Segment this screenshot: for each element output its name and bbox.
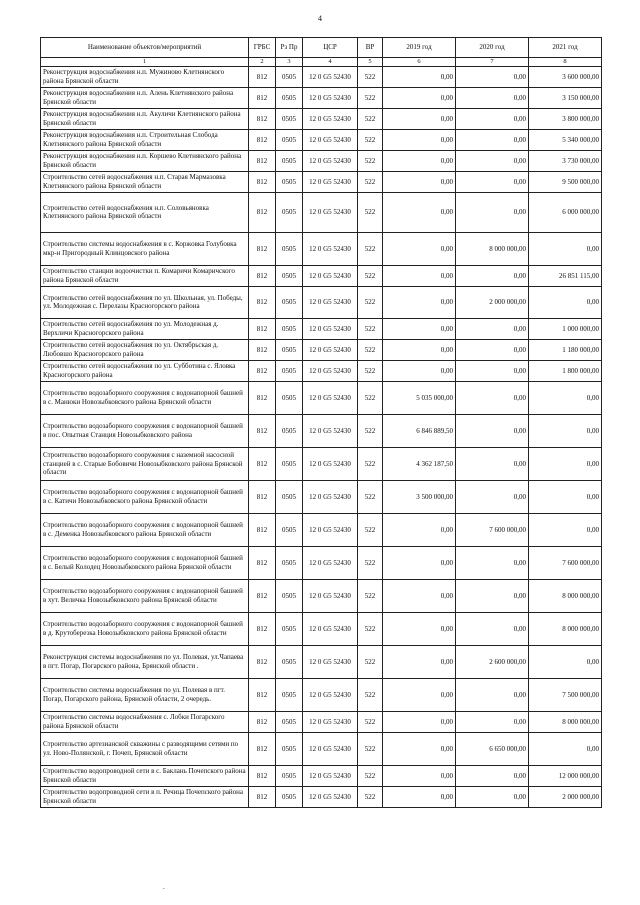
table-row bbox=[41, 381, 602, 414]
row-name: Реконструкция водоснабжения н.п. Мужиново Клетнянского района Брянской области bbox=[41, 66, 249, 87]
column-number-row bbox=[41, 58, 602, 67]
row-amount-2021: 7 500 000,00 bbox=[529, 678, 602, 711]
table-row bbox=[41, 711, 602, 732]
row-grbs: 812 bbox=[249, 192, 276, 232]
row-amount-2021: 0,00 bbox=[529, 232, 602, 265]
row-amount-2021: 0,00 bbox=[529, 286, 602, 318]
table-row bbox=[41, 150, 602, 171]
row-csr: 12 0 G5 52430 bbox=[303, 447, 358, 480]
row-grbs: 812 bbox=[249, 87, 276, 108]
row-grbs: 812 bbox=[249, 513, 276, 546]
table-row bbox=[41, 546, 602, 579]
row-amount-2019: 5 035 000,00 bbox=[383, 381, 456, 414]
row-vr: 522 bbox=[358, 579, 383, 612]
row-grbs: 812 bbox=[249, 360, 276, 381]
row-amount-2019: 0,00 bbox=[383, 339, 456, 360]
table-row bbox=[41, 513, 602, 546]
row-amount-2019: 0,00 bbox=[383, 66, 456, 87]
row-vr: 522 bbox=[358, 447, 383, 480]
row-grbs: 812 bbox=[249, 546, 276, 579]
row-vr: 522 bbox=[358, 171, 383, 192]
row-amount-2021: 8 000 000,00 bbox=[529, 612, 602, 645]
row-amount-2019: 6 846 889,50 bbox=[383, 414, 456, 447]
row-amount-2020: 0,00 bbox=[456, 711, 529, 732]
table-row bbox=[41, 732, 602, 765]
row-csr: 12 0 G5 52430 bbox=[303, 129, 358, 150]
row-amount-2019: 0,00 bbox=[383, 318, 456, 339]
column-header: ВР bbox=[358, 38, 383, 58]
row-amount-2021: 1 800 000,00 bbox=[529, 360, 602, 381]
row-vr: 522 bbox=[358, 645, 383, 678]
row-name: Строительство сетей водоснабжения по ул. Субботина с. Яловка Красногорского района bbox=[41, 360, 249, 381]
row-csr: 12 0 G5 52430 bbox=[303, 66, 358, 87]
table-row bbox=[41, 765, 602, 786]
table-row bbox=[41, 265, 602, 286]
row-csr: 12 0 G5 52430 bbox=[303, 192, 358, 232]
row-csr: 12 0 G5 52430 bbox=[303, 612, 358, 645]
row-csr: 12 0 G5 52430 bbox=[303, 480, 358, 513]
row-amount-2019: 0,00 bbox=[383, 265, 456, 286]
column-header: ЦСР bbox=[303, 38, 358, 58]
row-amount-2021: 0,00 bbox=[529, 645, 602, 678]
row-grbs: 812 bbox=[249, 447, 276, 480]
row-amount-2019: 0,00 bbox=[383, 546, 456, 579]
row-vr: 522 bbox=[358, 87, 383, 108]
row-grbs: 812 bbox=[249, 129, 276, 150]
row-vr: 522 bbox=[358, 546, 383, 579]
row-vr: 522 bbox=[358, 129, 383, 150]
row-amount-2021: 0,00 bbox=[529, 381, 602, 414]
column-number: 5 bbox=[358, 58, 383, 67]
row-amount-2019: 0,00 bbox=[383, 786, 456, 807]
row-amount-2020: 0,00 bbox=[456, 414, 529, 447]
row-name: Строительство водозаборного сооружения с наземной насосной станцией в с. Старые Бобовичи Новозыбковского района Брянской области bbox=[41, 447, 249, 480]
table-row bbox=[41, 612, 602, 645]
row-amount-2019: 0,00 bbox=[383, 579, 456, 612]
row-amount-2020: 0,00 bbox=[456, 192, 529, 232]
row-name: Строительство сетей водоснабжения н.п. Старая Мармазовка Клетнянского района Брянской области bbox=[41, 171, 249, 192]
row-grbs: 812 bbox=[249, 265, 276, 286]
row-vr: 522 bbox=[358, 612, 383, 645]
row-vr: 522 bbox=[358, 108, 383, 129]
row-grbs: 812 bbox=[249, 414, 276, 447]
row-vr: 522 bbox=[358, 318, 383, 339]
row-rzpr: 0505 bbox=[276, 645, 303, 678]
row-name: Строительство системы водоснабжения по ул. Полевая в пгт. Погар, Погарского района, Брянской области, 2 очередь. bbox=[41, 678, 249, 711]
row-name: Реконструкция системы водоснабжения по ул. Полевая, ул.Чапаева в пгт. Погар, Погарского района, Брянской области . bbox=[41, 645, 249, 678]
row-name: Строительство водозаборного сооружения с водонапорной башней в д. Крутоберезка Новозыбковского района Брянской области bbox=[41, 612, 249, 645]
row-name: Строительство системы водоснабжения с. Лобки Погарского района Брянской области bbox=[41, 711, 249, 732]
row-vr: 522 bbox=[358, 711, 383, 732]
column-header: 2019 год bbox=[383, 38, 456, 58]
column-number: 7 bbox=[456, 58, 529, 67]
row-name: Строительство водозаборного сооружения с водонапорной башней в с. Манюки Новозыбковского района Брянской области bbox=[41, 381, 249, 414]
row-name: Реконструкция водоснабжения н.п. Алень Клетнянского района Брянской области bbox=[41, 87, 249, 108]
row-amount-2019: 0,00 bbox=[383, 171, 456, 192]
row-name: Реконструкция водоснабжения н.п. Акуличи Клетнянского района Брянской области bbox=[41, 108, 249, 129]
row-name: Строительство водозаборного сооружения с водонапорной башней в с. Белый Колодец Новозыбковского района Брянской области bbox=[41, 546, 249, 579]
table-row bbox=[41, 129, 602, 150]
row-vr: 522 bbox=[358, 265, 383, 286]
row-amount-2020: 0,00 bbox=[456, 579, 529, 612]
row-amount-2019: 0,00 bbox=[383, 129, 456, 150]
row-amount-2021: 0,00 bbox=[529, 414, 602, 447]
row-grbs: 812 bbox=[249, 339, 276, 360]
row-csr: 12 0 G5 52430 bbox=[303, 265, 358, 286]
column-number: 3 bbox=[276, 58, 303, 67]
row-rzpr: 0505 bbox=[276, 87, 303, 108]
row-csr: 12 0 G5 52430 bbox=[303, 171, 358, 192]
row-amount-2019: 4 362 187,50 bbox=[383, 447, 456, 480]
row-amount-2021: 3 800 000,00 bbox=[529, 108, 602, 129]
row-csr: 12 0 G5 52430 bbox=[303, 765, 358, 786]
row-name: Строительство станции водоочистки п. Комаричи Комаричского района Брянской области bbox=[41, 265, 249, 286]
row-amount-2020: 0,00 bbox=[456, 318, 529, 339]
row-grbs: 812 bbox=[249, 480, 276, 513]
row-rzpr: 0505 bbox=[276, 339, 303, 360]
row-rzpr: 0505 bbox=[276, 360, 303, 381]
row-amount-2019: 0,00 bbox=[383, 150, 456, 171]
row-csr: 12 0 G5 52430 bbox=[303, 87, 358, 108]
row-rzpr: 0505 bbox=[276, 732, 303, 765]
row-amount-2019: 0,00 bbox=[383, 645, 456, 678]
row-amount-2020: 0,00 bbox=[456, 108, 529, 129]
row-amount-2019: 0,00 bbox=[383, 765, 456, 786]
row-vr: 522 bbox=[358, 66, 383, 87]
table-row bbox=[41, 360, 602, 381]
table-row bbox=[41, 108, 602, 129]
column-number: 8 bbox=[529, 58, 602, 67]
row-vr: 522 bbox=[358, 414, 383, 447]
row-amount-2020: 8 000 000,00 bbox=[456, 232, 529, 265]
row-amount-2021: 3 730 000,00 bbox=[529, 150, 602, 171]
column-header: 2021 год bbox=[529, 38, 602, 58]
row-amount-2020: 0,00 bbox=[456, 765, 529, 786]
column-number: 6 bbox=[383, 58, 456, 67]
table-row bbox=[41, 786, 602, 807]
table-body bbox=[41, 66, 602, 807]
budget-table bbox=[40, 37, 602, 808]
row-amount-2021: 0,00 bbox=[529, 513, 602, 546]
row-csr: 12 0 G5 52430 bbox=[303, 732, 358, 765]
row-amount-2019: 0,00 bbox=[383, 87, 456, 108]
row-amount-2020: 7 600 000,00 bbox=[456, 513, 529, 546]
table-row bbox=[41, 232, 602, 265]
row-amount-2021: 6 000 000,00 bbox=[529, 192, 602, 232]
row-amount-2020: 0,00 bbox=[456, 480, 529, 513]
row-amount-2019: 0,00 bbox=[383, 711, 456, 732]
row-name: Строительство водопроводной сети в с. Баклань Почепского района Брянской области bbox=[41, 765, 249, 786]
row-grbs: 812 bbox=[249, 171, 276, 192]
row-amount-2019: 0,00 bbox=[383, 108, 456, 129]
row-name: Реконструкция водоснабжения н.п. Коршево Клетнянского района Брянской области bbox=[41, 150, 249, 171]
row-amount-2019: 0,00 bbox=[383, 192, 456, 232]
row-rzpr: 0505 bbox=[276, 265, 303, 286]
row-amount-2020: 0,00 bbox=[456, 171, 529, 192]
table-row bbox=[41, 414, 602, 447]
row-rzpr: 0505 bbox=[276, 232, 303, 265]
row-vr: 522 bbox=[358, 678, 383, 711]
row-rzpr: 0505 bbox=[276, 765, 303, 786]
table-row bbox=[41, 286, 602, 318]
row-amount-2019: 0,00 bbox=[383, 612, 456, 645]
row-rzpr: 0505 bbox=[276, 192, 303, 232]
row-amount-2020: 0,00 bbox=[456, 678, 529, 711]
page-number: 4 bbox=[318, 14, 322, 23]
column-header: Рз Пр bbox=[276, 38, 303, 58]
column-number: 4 bbox=[303, 58, 358, 67]
row-rzpr: 0505 bbox=[276, 513, 303, 546]
row-vr: 522 bbox=[358, 150, 383, 171]
row-amount-2021: 26 851 115,00 bbox=[529, 265, 602, 286]
row-rzpr: 0505 bbox=[276, 678, 303, 711]
row-csr: 12 0 G5 52430 bbox=[303, 786, 358, 807]
table-row bbox=[41, 447, 602, 480]
row-amount-2020: 0,00 bbox=[456, 612, 529, 645]
row-grbs: 812 bbox=[249, 711, 276, 732]
row-amount-2020: 0,00 bbox=[456, 87, 529, 108]
row-vr: 522 bbox=[358, 232, 383, 265]
row-csr: 12 0 G5 52430 bbox=[303, 108, 358, 129]
row-amount-2020: 0,00 bbox=[456, 447, 529, 480]
row-grbs: 812 bbox=[249, 678, 276, 711]
row-csr: 12 0 G5 52430 bbox=[303, 318, 358, 339]
row-rzpr: 0505 bbox=[276, 286, 303, 318]
row-name: Строительство водозаборного сооружения с водонапорной башней в хут. Величка Новозыбковского района Брянской области bbox=[41, 579, 249, 612]
row-amount-2021: 0,00 bbox=[529, 447, 602, 480]
row-amount-2019: 0,00 bbox=[383, 360, 456, 381]
row-csr: 12 0 G5 52430 bbox=[303, 286, 358, 318]
row-grbs: 812 bbox=[249, 381, 276, 414]
row-grbs: 812 bbox=[249, 318, 276, 339]
row-amount-2020: 0,00 bbox=[456, 381, 529, 414]
row-rzpr: 0505 bbox=[276, 66, 303, 87]
row-amount-2020: 2 000 000,00 bbox=[456, 286, 529, 318]
row-grbs: 812 bbox=[249, 732, 276, 765]
row-name: Строительство водозаборного сооружения с водонапорной башней в с. Деменка Новозыбковского района Брянской области bbox=[41, 513, 249, 546]
row-amount-2020: 6 650 000,00 bbox=[456, 732, 529, 765]
row-rzpr: 0505 bbox=[276, 129, 303, 150]
row-rzpr: 0505 bbox=[276, 546, 303, 579]
row-vr: 522 bbox=[358, 480, 383, 513]
row-amount-2021: 3 150 000,00 bbox=[529, 87, 602, 108]
row-csr: 12 0 G5 52430 bbox=[303, 339, 358, 360]
table-row bbox=[41, 579, 602, 612]
row-grbs: 812 bbox=[249, 645, 276, 678]
row-grbs: 812 bbox=[249, 765, 276, 786]
row-amount-2019: 3 500 000,00 bbox=[383, 480, 456, 513]
row-rzpr: 0505 bbox=[276, 579, 303, 612]
row-amount-2021: 8 000 000,00 bbox=[529, 711, 602, 732]
table-row bbox=[41, 66, 602, 87]
row-vr: 522 bbox=[358, 381, 383, 414]
row-amount-2021: 12 000 000,00 bbox=[529, 765, 602, 786]
table-row bbox=[41, 87, 602, 108]
row-amount-2020: 0,00 bbox=[456, 150, 529, 171]
row-rzpr: 0505 bbox=[276, 480, 303, 513]
row-name: Строительство сетей водоснабжения н.п. Соловьяновка Клетнянского района Брянской области bbox=[41, 192, 249, 232]
row-name: Строительство сетей водоснабжения по ул. Молодежная д. Верхличи Красногорского района bbox=[41, 318, 249, 339]
row-vr: 522 bbox=[358, 192, 383, 232]
row-rzpr: 0505 bbox=[276, 381, 303, 414]
row-rzpr: 0505 bbox=[276, 414, 303, 447]
row-amount-2020: 2 600 000,00 bbox=[456, 645, 529, 678]
row-csr: 12 0 G5 52430 bbox=[303, 513, 358, 546]
row-grbs: 812 bbox=[249, 579, 276, 612]
row-grbs: 812 bbox=[249, 232, 276, 265]
row-rzpr: 0505 bbox=[276, 150, 303, 171]
row-name: Строительство системы водоснабжения в с. Коржовка Голубовка мкр-н Пригородный Клинцовского района bbox=[41, 232, 249, 265]
row-name: Строительство сетей водоснабжения по ул. Октябрьская д. Любовшо Красногорского района bbox=[41, 339, 249, 360]
row-amount-2021: 5 340 000,00 bbox=[529, 129, 602, 150]
row-amount-2021: 7 600 000,00 bbox=[529, 546, 602, 579]
row-vr: 522 bbox=[358, 765, 383, 786]
row-amount-2021: 3 600 000,00 bbox=[529, 66, 602, 87]
row-name: Строительство водозаборного сооружения с водонапорной башней в с. Катичи Новозыбковского района Брянской области bbox=[41, 480, 249, 513]
row-amount-2019: 0,00 bbox=[383, 286, 456, 318]
row-name: Строительство водопроводной сети в п. Речица Почепского района Брянской области bbox=[41, 786, 249, 807]
row-amount-2020: 0,00 bbox=[456, 339, 529, 360]
row-amount-2020: 0,00 bbox=[456, 66, 529, 87]
row-amount-2019: 0,00 bbox=[383, 232, 456, 265]
row-rzpr: 0505 bbox=[276, 318, 303, 339]
table-row bbox=[41, 339, 602, 360]
row-amount-2019: 0,00 bbox=[383, 732, 456, 765]
row-amount-2020: 0,00 bbox=[456, 129, 529, 150]
header-row bbox=[41, 38, 602, 58]
row-rzpr: 0505 bbox=[276, 786, 303, 807]
row-name: Реконструкция водоснабжения н.п. Строительная Слобода Клетнянского района Брянской области bbox=[41, 129, 249, 150]
row-grbs: 812 bbox=[249, 612, 276, 645]
row-vr: 522 bbox=[358, 339, 383, 360]
table-row bbox=[41, 480, 602, 513]
row-rzpr: 0505 bbox=[276, 447, 303, 480]
row-grbs: 812 bbox=[249, 786, 276, 807]
row-rzpr: 0505 bbox=[276, 171, 303, 192]
row-amount-2021: 1 000 000,00 bbox=[529, 318, 602, 339]
row-csr: 12 0 G5 52430 bbox=[303, 150, 358, 171]
row-amount-2020: 0,00 bbox=[456, 360, 529, 381]
row-csr: 12 0 G5 52430 bbox=[303, 678, 358, 711]
row-vr: 522 bbox=[358, 732, 383, 765]
table-row bbox=[41, 645, 602, 678]
row-amount-2021: 9 500 000,00 bbox=[529, 171, 602, 192]
table-row bbox=[41, 678, 602, 711]
row-csr: 12 0 G5 52430 bbox=[303, 414, 358, 447]
row-grbs: 812 bbox=[249, 286, 276, 318]
table-row bbox=[41, 171, 602, 192]
row-grbs: 812 bbox=[249, 150, 276, 171]
row-vr: 522 bbox=[358, 360, 383, 381]
column-header: 2020 год bbox=[456, 38, 529, 58]
row-amount-2020: 0,00 bbox=[456, 265, 529, 286]
row-rzpr: 0505 bbox=[276, 108, 303, 129]
column-number: 2 bbox=[249, 58, 276, 67]
table-row bbox=[41, 318, 602, 339]
row-vr: 522 bbox=[358, 286, 383, 318]
row-csr: 12 0 G5 52430 bbox=[303, 546, 358, 579]
column-number: 1 bbox=[41, 58, 249, 67]
row-vr: 522 bbox=[358, 786, 383, 807]
row-amount-2021: 1 180 000,00 bbox=[529, 339, 602, 360]
row-vr: 522 bbox=[358, 513, 383, 546]
row-name: Строительство артезианской скважины с разводящими сетями по ул. Ново-Полянской, г. Почеп, Брянской области bbox=[41, 732, 249, 765]
row-rzpr: 0505 bbox=[276, 612, 303, 645]
row-csr: 12 0 G5 52430 bbox=[303, 645, 358, 678]
row-amount-2020: 0,00 bbox=[456, 546, 529, 579]
row-grbs: 812 bbox=[249, 66, 276, 87]
row-csr: 12 0 G5 52430 bbox=[303, 360, 358, 381]
row-amount-2019: 0,00 bbox=[383, 513, 456, 546]
row-csr: 12 0 G5 52430 bbox=[303, 381, 358, 414]
row-name: Строительство сетей водоснабжения по ул. Школьная, ул. Победы, ул. Молодежная с. Перелазы Красногорского района bbox=[41, 286, 249, 318]
row-amount-2021: 0,00 bbox=[529, 732, 602, 765]
row-csr: 12 0 G5 52430 bbox=[303, 232, 358, 265]
row-rzpr: 0505 bbox=[276, 711, 303, 732]
row-amount-2019: 0,00 bbox=[383, 678, 456, 711]
row-amount-2021: 2 000 000,00 bbox=[529, 786, 602, 807]
row-csr: 12 0 G5 52430 bbox=[303, 579, 358, 612]
row-csr: 12 0 G5 52430 bbox=[303, 711, 358, 732]
row-amount-2020: 0,00 bbox=[456, 786, 529, 807]
row-grbs: 812 bbox=[249, 108, 276, 129]
row-amount-2021: 8 000 000,00 bbox=[529, 579, 602, 612]
row-amount-2021: 0,00 bbox=[529, 480, 602, 513]
column-header: ГРБС bbox=[249, 38, 276, 58]
column-header: Наименование объектов/мероприятий bbox=[41, 38, 249, 58]
row-name: Строительство водозаборного сооружения с водонапорной башней в пос. Опытная Станция Новозыбковского района bbox=[41, 414, 249, 447]
table-row bbox=[41, 192, 602, 232]
footer-mark: . bbox=[163, 883, 165, 891]
